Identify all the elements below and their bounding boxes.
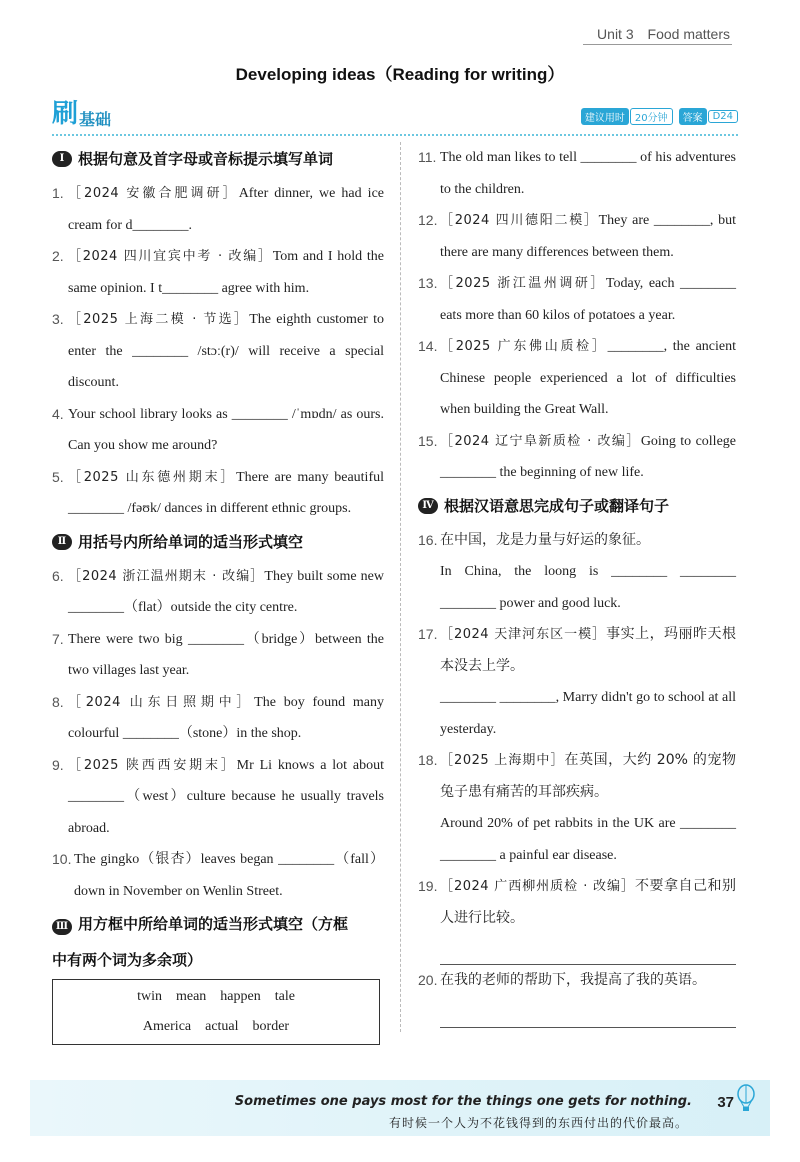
word-box xyxy=(52,979,380,1045)
question-source: ［2024 广西柳州质检 · 改编］ xyxy=(440,879,636,894)
question-text: Your school library looks as ________ /ˈmɒdn/ as ours. Can you show me around? xyxy=(68,406,384,453)
question-text: Going to college ________ the beginning of new life. xyxy=(440,433,736,480)
question-number: 18. xyxy=(418,752,438,768)
brand-bar xyxy=(52,100,738,136)
question-number: 2. xyxy=(52,248,64,264)
question-text: The gingko（银杏）leaves began ________（fall）down in November on Wenlin Street. xyxy=(74,852,384,899)
question-source: ［2025 广东佛山质检］ xyxy=(440,339,608,354)
left-column xyxy=(52,142,384,1045)
topic-label: Food matters xyxy=(647,26,730,42)
question-number: 17. xyxy=(418,626,438,642)
question-chinese: 事实上，玛丽昨天根本没去上学。 xyxy=(440,626,737,674)
section-number: Ⅱ xyxy=(52,534,72,550)
question-10 xyxy=(52,844,384,907)
question-source: ［2024 辽宁阜新质检 · 改编］ xyxy=(440,433,641,449)
question-source: ［2024 浙江温州期末 · 改编］ xyxy=(68,568,265,584)
question-text: They built some new ________（flat）outside the city centre. xyxy=(68,568,384,615)
brand-badge-big: 刷 xyxy=(52,99,78,129)
footer-quote-english: Sometimes one pays most for the things one gets for nothing. xyxy=(234,1094,692,1109)
question-text: The eighth customer to enter the ________ /stɔː(r)/ will receive a special discount. xyxy=(68,312,384,390)
footer-banner xyxy=(30,1080,770,1136)
question-source: ［2025 山东德州期末］ xyxy=(68,469,237,485)
question-text: Today, each ________ eats more than 60 kilos of potatoes a year. xyxy=(440,276,736,323)
section-title: 根据句意及首字母或音标提示填写单词 xyxy=(78,150,334,168)
question-number: 8. xyxy=(52,693,64,710)
question-number: 14. xyxy=(418,338,438,354)
question-text: They are ________, but there are many differences between them. xyxy=(440,213,737,260)
section-title: 用方框中所给单词的适当形式填空（方框 xyxy=(78,915,349,933)
question-text: ________ ________, Marry didn't go to school at all yesterday. xyxy=(440,690,736,737)
brand-badge xyxy=(52,100,111,130)
question-text: Around 20% of pet rabbits in the UK are ________ ________ a painful ear disease. xyxy=(440,816,736,863)
question-source: ［2025 上海二模 · 节选］ xyxy=(68,312,250,327)
unit-header xyxy=(583,26,732,45)
question-text: The boy found many colourful ________（stone）in the shop. xyxy=(68,694,385,741)
question-source: ［2024 安徽合肥调研］ xyxy=(68,186,239,201)
brand-badge-small: 基础 xyxy=(79,110,112,129)
time-label: 建议用时 xyxy=(581,108,629,125)
balloon-icon xyxy=(736,1084,756,1112)
question-chinese: 不要拿自己和别人进行比较。 xyxy=(440,878,736,926)
question-source: ［2024 四川宜宾中考 · 改编］ xyxy=(68,249,273,264)
question-13 xyxy=(418,268,736,331)
footer-quote-chinese: 有时候一个人为不花钱得到的东西付出的代价最高。 xyxy=(388,1116,688,1130)
question-number: 11. xyxy=(418,149,437,165)
question-number: 1. xyxy=(52,185,64,201)
question-source: ［2025 陕西西安期末］ xyxy=(68,757,237,773)
question-number: 7. xyxy=(52,630,64,647)
question-source: ［2025 上海期中］ xyxy=(440,753,565,768)
word-box-row-1: twin mean happen tale xyxy=(137,989,295,1004)
question-15 xyxy=(418,426,736,489)
question-number: 16. xyxy=(418,531,438,548)
question-number: 13. xyxy=(418,275,438,291)
section-number: Ⅲ xyxy=(52,919,72,935)
question-number: 10. xyxy=(52,851,72,867)
section-number: Ⅰ xyxy=(52,151,72,167)
section-title: 用括号内所给单词的适当形式填空 xyxy=(78,532,304,551)
answer-value: D24 xyxy=(708,110,738,123)
question-text: There are many beautiful ________ /fəʊk/ dances in different ethnic groups. xyxy=(68,469,384,516)
question-text: ________, the ancient Chinese people experienced a lot of difficulties when building the Great Wall. xyxy=(440,339,736,417)
question-1 xyxy=(52,178,384,241)
question-source: ［2025 浙江温州调研］ xyxy=(440,276,606,291)
question-number: 3. xyxy=(52,311,64,327)
section-1-heading xyxy=(52,148,384,170)
question-11 xyxy=(418,142,736,205)
question-number: 19. xyxy=(418,878,438,894)
question-number: 4. xyxy=(52,405,64,422)
question-7 xyxy=(52,624,384,687)
question-text: In China, the loong is ________ ________ ________ power and good luck. xyxy=(440,564,736,611)
question-19 xyxy=(418,871,736,965)
question-14 xyxy=(418,331,736,426)
question-text: The old man likes to tell ________ of his adventures to the children. xyxy=(440,150,736,197)
question-number: 15. xyxy=(418,432,438,449)
page-title: Developing ideas（Reading for writing） xyxy=(235,65,565,84)
time-value: 20分钟 xyxy=(630,108,673,125)
question-4 xyxy=(52,399,384,462)
question-number: 6. xyxy=(52,567,64,584)
section-3-heading xyxy=(52,913,384,971)
question-source: ［2024 山东日照期中］ xyxy=(68,694,255,710)
question-16 xyxy=(418,525,736,620)
question-text: There were two big ________（bridge）between the two villages last year. xyxy=(68,631,384,678)
question-source: ［2024 四川德阳二模］ xyxy=(440,213,599,228)
section-title: 根据汉语意思完成句子或翻译句子 xyxy=(444,496,670,515)
word-box-row-2: America actual border xyxy=(142,1019,290,1034)
question-chinese: 在英国，大约 20% 的宠物兔子患有痛苦的耳部疾病。 xyxy=(440,752,736,800)
answer-line[interactable] xyxy=(440,934,736,965)
question-source: ［2024 天津河东区一模］ xyxy=(440,627,607,642)
answer-label: 答案 xyxy=(679,108,707,125)
question-text: Tom and I hold the same opinion. I t________ agree with him. xyxy=(68,249,384,296)
question-18 xyxy=(418,745,736,871)
question-number: 5. xyxy=(52,468,64,485)
question-5 xyxy=(52,462,384,525)
question-8 xyxy=(52,687,384,750)
question-number: 20. xyxy=(418,972,438,988)
section-title-continued: 中有两个词为多余项） xyxy=(52,951,203,969)
unit-label: Unit 3 xyxy=(597,26,634,42)
question-text: Mr Li knows a lot about ________（west）culture because he usually travels abroad. xyxy=(68,757,384,836)
question-text: After dinner, we had ice cream for d________. xyxy=(68,186,384,233)
page-number: 37 xyxy=(717,1094,734,1111)
section-2-heading xyxy=(52,531,384,553)
question-number: 12. xyxy=(418,212,438,228)
question-number: 9. xyxy=(52,756,64,773)
right-column xyxy=(418,142,736,1028)
question-3 xyxy=(52,304,384,399)
column-divider xyxy=(400,142,401,1032)
question-6 xyxy=(52,561,384,624)
question-2 xyxy=(52,241,384,304)
question-17 xyxy=(418,619,736,745)
question-chinese: 在中国，龙是力量与好运的象征。 xyxy=(440,531,650,548)
section-4-heading xyxy=(418,495,736,517)
time-tags xyxy=(581,108,738,125)
question-20 xyxy=(418,965,736,1028)
question-12 xyxy=(418,205,736,268)
section-number: Ⅳ xyxy=(418,498,438,514)
question-chinese: 在我的老师的帮助下，我提高了我的英语。 xyxy=(440,972,706,988)
question-9 xyxy=(52,750,384,845)
answer-line[interactable] xyxy=(440,997,736,1028)
